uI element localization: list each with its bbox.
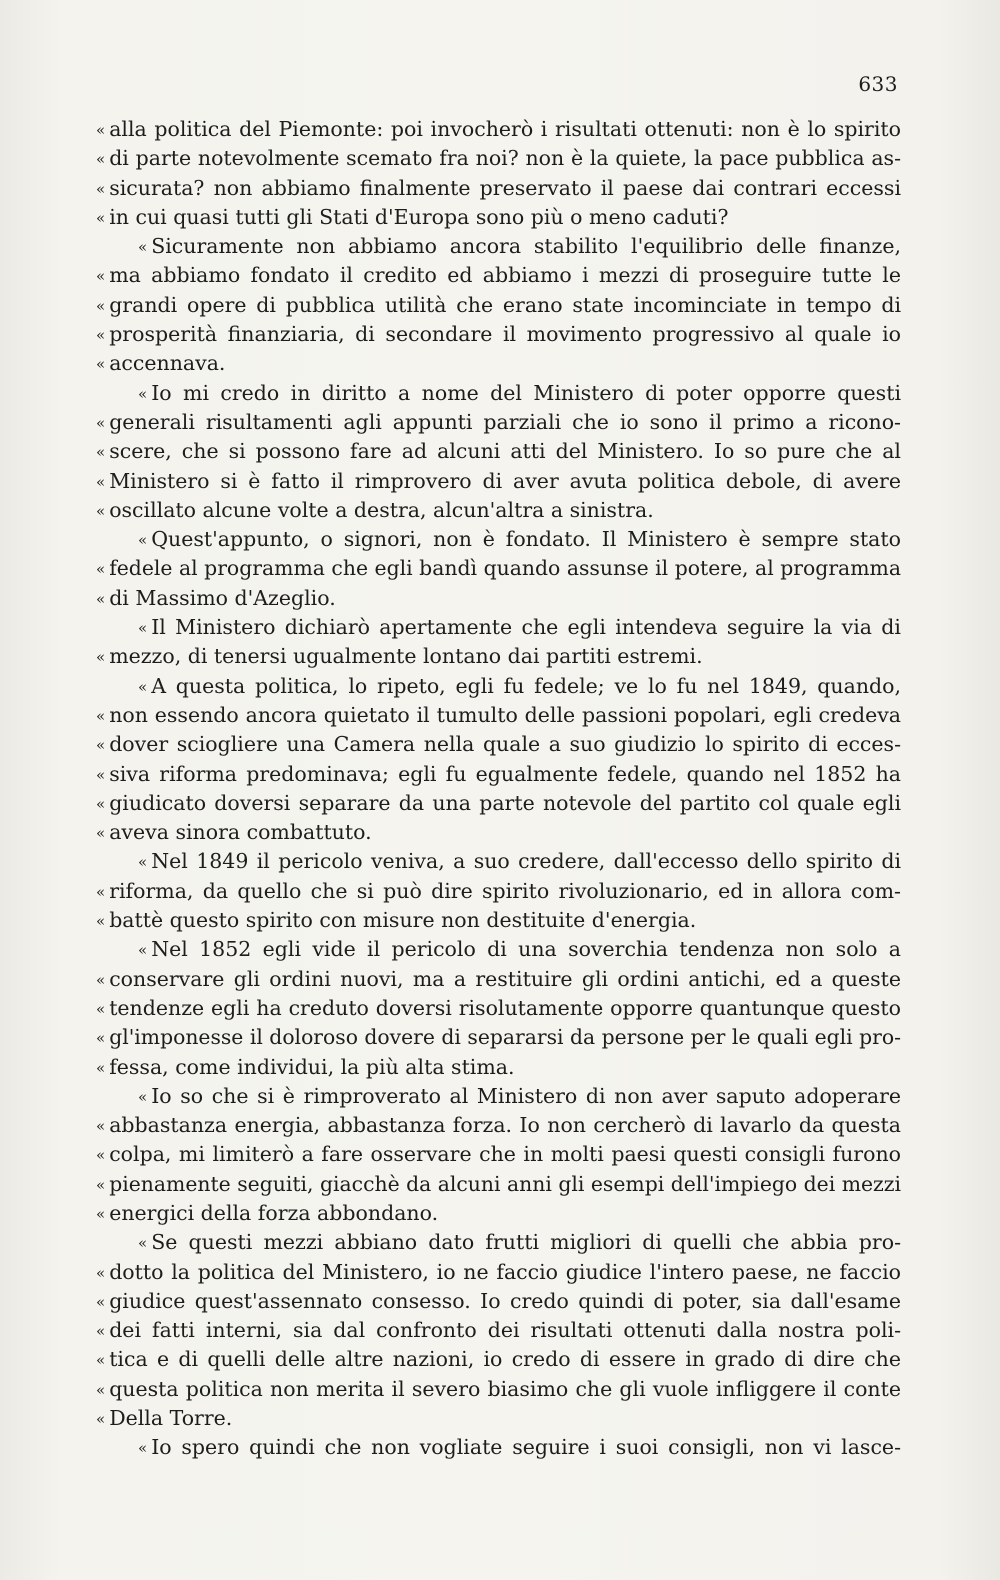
quote-mark: « bbox=[96, 501, 106, 520]
text-line bbox=[96, 1023, 901, 1052]
line-text: riforma, da quello che si può dire spirito rivoluzionario, ed in allora com- bbox=[109, 878, 901, 903]
line-text: battè questo spirito con misure non destituite d'energia. bbox=[109, 908, 697, 933]
text-line bbox=[96, 935, 901, 964]
text-line bbox=[96, 1433, 901, 1462]
text-line bbox=[96, 584, 901, 613]
line-text: di Massimo d'Azeglio. bbox=[109, 585, 336, 610]
quote-mark: « bbox=[96, 706, 106, 725]
line-text: dotto la politica del Ministero, io ne faccio giudice l'intero paese, ne faccio bbox=[109, 1259, 901, 1284]
quote-mark: « bbox=[96, 1029, 106, 1048]
line-text: conservare gli ordini nuovi, ma a restituire gli ordini antichi, ed a queste bbox=[109, 966, 901, 991]
text-line bbox=[96, 349, 901, 378]
line-text: Nel 1849 il pericolo veniva, a suo credere, dall'eccesso dello spirito di bbox=[151, 849, 901, 874]
quote-mark: « bbox=[96, 1204, 106, 1223]
quote-mark: « bbox=[96, 589, 106, 608]
quote-mark: « bbox=[96, 912, 106, 931]
quote-mark: « bbox=[96, 355, 106, 374]
quote-mark: « bbox=[138, 531, 148, 550]
text-line bbox=[96, 730, 901, 759]
line-text: in cui quasi tutti gli Stati d'Europa sono più o meno caduti? bbox=[109, 204, 729, 229]
quote-mark: « bbox=[138, 238, 148, 257]
line-text: fedele al programma che egli bandì quando assunse il potere, al programma bbox=[109, 556, 901, 581]
line-text: non essendo ancora quietato il tumulto delle passioni popolari, egli credeva bbox=[109, 702, 901, 727]
quote-mark: « bbox=[96, 179, 106, 198]
text-line bbox=[96, 115, 901, 144]
line-text: alla politica del Piemonte: poi invocherò i risultati ottenuti: non è lo spirito bbox=[109, 117, 901, 141]
quote-mark: « bbox=[96, 1175, 106, 1194]
text-line bbox=[96, 554, 901, 583]
quote-mark: « bbox=[138, 1439, 148, 1458]
text-line bbox=[96, 789, 901, 818]
text-line bbox=[96, 1170, 901, 1199]
quote-mark: « bbox=[138, 384, 148, 403]
quote-mark: « bbox=[96, 648, 106, 667]
quote-mark: « bbox=[138, 853, 148, 872]
line-text: sicurata? non abbiamo finalmente preservato il paese dai contrari eccessi bbox=[109, 175, 901, 200]
text-line bbox=[96, 408, 901, 437]
quote-mark: « bbox=[96, 1351, 106, 1370]
quote-mark: « bbox=[96, 1380, 106, 1399]
line-text: siva riforma predominava; egli fu egualmente fedele, quando nel 1852 ha bbox=[109, 761, 901, 786]
text-line bbox=[96, 1140, 901, 1169]
line-text: grandi opere di pubblica utilità che erano state incominciate in tempo di bbox=[109, 292, 901, 317]
line-text: prosperità finanziaria, di secondare il movimento progressivo al quale io bbox=[109, 322, 901, 347]
line-text: colpa, mi limiterò a fare osservare che in molti paesi questi consigli furono bbox=[109, 1142, 901, 1167]
text-line bbox=[96, 613, 901, 642]
quote-mark: « bbox=[96, 736, 106, 755]
quote-mark: « bbox=[96, 1322, 106, 1341]
line-text: oscillato alcune volte a destra, alcun'altra a sinistra. bbox=[109, 497, 654, 522]
text-line bbox=[96, 1111, 901, 1140]
line-text: giudice quest'assennato consesso. Io credo quindi di poter, sia dall'esame bbox=[109, 1288, 901, 1313]
quote-mark: « bbox=[96, 267, 106, 286]
text-line bbox=[96, 760, 901, 789]
line-text: Il Ministero dichiarò apertamente che egli intendeva seguire la via di bbox=[151, 615, 901, 640]
quote-mark: « bbox=[96, 413, 106, 432]
line-text: accennava. bbox=[109, 351, 226, 376]
quote-mark: « bbox=[96, 999, 106, 1018]
quote-mark: « bbox=[96, 121, 106, 139]
line-text: scere, che si possono fare ad alcuni atti del Ministero. Io so pure che al bbox=[109, 439, 901, 464]
quote-mark: « bbox=[138, 677, 148, 696]
line-text: Quest'appunto, o signori, non è fondato. Il Ministero è sempre stato bbox=[151, 527, 901, 552]
line-text: Io spero quindi che non vogliate seguire i suoi consigli, non vi lasce- bbox=[151, 1435, 901, 1460]
text-line bbox=[96, 672, 901, 701]
text-line bbox=[96, 994, 901, 1023]
quote-mark: « bbox=[138, 941, 148, 960]
quote-mark: « bbox=[138, 1087, 148, 1106]
text-line bbox=[96, 642, 901, 671]
text-line bbox=[96, 496, 901, 525]
quote-mark: « bbox=[96, 1146, 106, 1165]
line-text: Sicuramente non abbiamo ancora stabilito l'equilibrio delle finanze, bbox=[151, 234, 901, 259]
text-line bbox=[96, 144, 901, 173]
text-line bbox=[96, 1082, 901, 1111]
text-line bbox=[96, 291, 901, 320]
quote-mark: « bbox=[96, 1058, 106, 1077]
line-text: di parte notevolmente scemato fra noi? non è la quiete, la pace pubblica as- bbox=[109, 146, 901, 171]
page-number: 633 bbox=[858, 72, 898, 96]
text-line bbox=[96, 320, 901, 349]
quote-mark: « bbox=[96, 765, 106, 784]
text-line bbox=[96, 232, 901, 261]
line-text: Nel 1852 egli vide il pericolo di una soverchia tendenza non solo a bbox=[151, 937, 901, 962]
quote-mark: « bbox=[96, 794, 106, 813]
text-line bbox=[96, 437, 901, 466]
line-text: Della Torre. bbox=[109, 1406, 233, 1431]
line-text: tendenze egli ha creduto doversi risolutamente opporre quantunque questo bbox=[109, 995, 901, 1020]
text-line bbox=[96, 1258, 901, 1287]
line-text: giudicato doversi separare da una parte notevole del partito col quale egli bbox=[109, 790, 901, 815]
text-line bbox=[96, 261, 901, 290]
quote-mark: « bbox=[96, 443, 106, 462]
text-line bbox=[96, 1316, 901, 1345]
line-text: Se questi mezzi abbiano dato frutti migliori di quelli che abbia pro- bbox=[151, 1230, 901, 1255]
quote-mark: « bbox=[96, 970, 106, 989]
quote-mark: « bbox=[96, 824, 106, 843]
line-text: Ministero si è fatto il rimprovero di aver avuta politica debole, di avere bbox=[109, 468, 901, 493]
line-text: pienamente seguiti, giacchè da alcuni anni gli esempi dell'impiego dei mezzi bbox=[109, 1171, 901, 1196]
quote-mark: « bbox=[96, 1410, 106, 1429]
text-line bbox=[96, 877, 901, 906]
line-text: mezzo, di tenersi ugualmente lontano dai partiti estremi. bbox=[109, 644, 703, 669]
line-text: questa politica non merita il severo biasimo che gli vuole infliggere il conte bbox=[109, 1376, 901, 1401]
line-text: fessa, come individui, la più alta stima. bbox=[109, 1054, 515, 1079]
text-line bbox=[96, 847, 901, 876]
line-text: aveva sinora combattuto. bbox=[109, 820, 372, 845]
text-line bbox=[96, 701, 901, 730]
quote-mark: « bbox=[96, 296, 106, 315]
line-text: gl'imponesse il doloroso dovere di separarsi da persone per le quali egli pro- bbox=[109, 1025, 901, 1050]
body-text bbox=[96, 115, 901, 1463]
quote-mark: « bbox=[138, 619, 148, 638]
text-line bbox=[96, 379, 901, 408]
line-text: ma abbiamo fondato il credito ed abbiamo i mezzi di proseguire tutte le bbox=[109, 263, 901, 288]
quote-mark: « bbox=[96, 472, 106, 491]
quote-mark: « bbox=[96, 208, 106, 227]
text-line bbox=[96, 818, 901, 847]
line-text: energici della forza abbondano. bbox=[109, 1200, 439, 1225]
quote-mark: « bbox=[96, 882, 106, 901]
line-text: abbastanza energia, abbastanza forza. Io non cercherò di lavarlo da questa bbox=[109, 1113, 901, 1138]
text-line bbox=[96, 174, 901, 203]
line-text: dei fatti interni, sia dal confronto dei risultati ottenuti dalla nostra poli- bbox=[109, 1318, 901, 1343]
text-line bbox=[96, 965, 901, 994]
line-text: A questa politica, lo ripeto, egli fu fedele; ve lo fu nel 1849, quando, bbox=[151, 673, 901, 698]
text-line bbox=[96, 203, 901, 232]
text-line bbox=[96, 467, 901, 496]
text-line bbox=[96, 525, 901, 554]
line-text: generali risultamenti agli appunti parziali che io sono il primo a ricono- bbox=[109, 409, 901, 434]
text-line bbox=[96, 1228, 901, 1257]
quote-mark: « bbox=[96, 1117, 106, 1136]
text-line bbox=[96, 1345, 901, 1374]
text-line bbox=[96, 906, 901, 935]
text-line bbox=[96, 1287, 901, 1316]
line-text: Io mi credo in diritto a nome del Ministero di poter opporre questi bbox=[151, 380, 901, 405]
line-text: Io so che si è rimproverato al Ministero di non aver saputo adoperare bbox=[151, 1083, 901, 1108]
quote-mark: « bbox=[96, 326, 106, 345]
text-line bbox=[96, 1199, 901, 1228]
line-text: tica e di quelli delle altre nazioni, io credo di essere in grado di dire che bbox=[109, 1347, 901, 1372]
quote-mark: « bbox=[138, 1234, 148, 1253]
text-line bbox=[96, 1375, 901, 1404]
quote-mark: « bbox=[96, 1292, 106, 1311]
line-text: dover sciogliere una Camera nella quale a suo giudizio lo spirito di ecces- bbox=[109, 732, 901, 757]
text-line bbox=[96, 1053, 901, 1082]
text-line bbox=[96, 1404, 901, 1433]
quote-mark: « bbox=[96, 1263, 106, 1282]
quote-mark: « bbox=[96, 560, 106, 579]
quote-mark: « bbox=[96, 150, 106, 169]
